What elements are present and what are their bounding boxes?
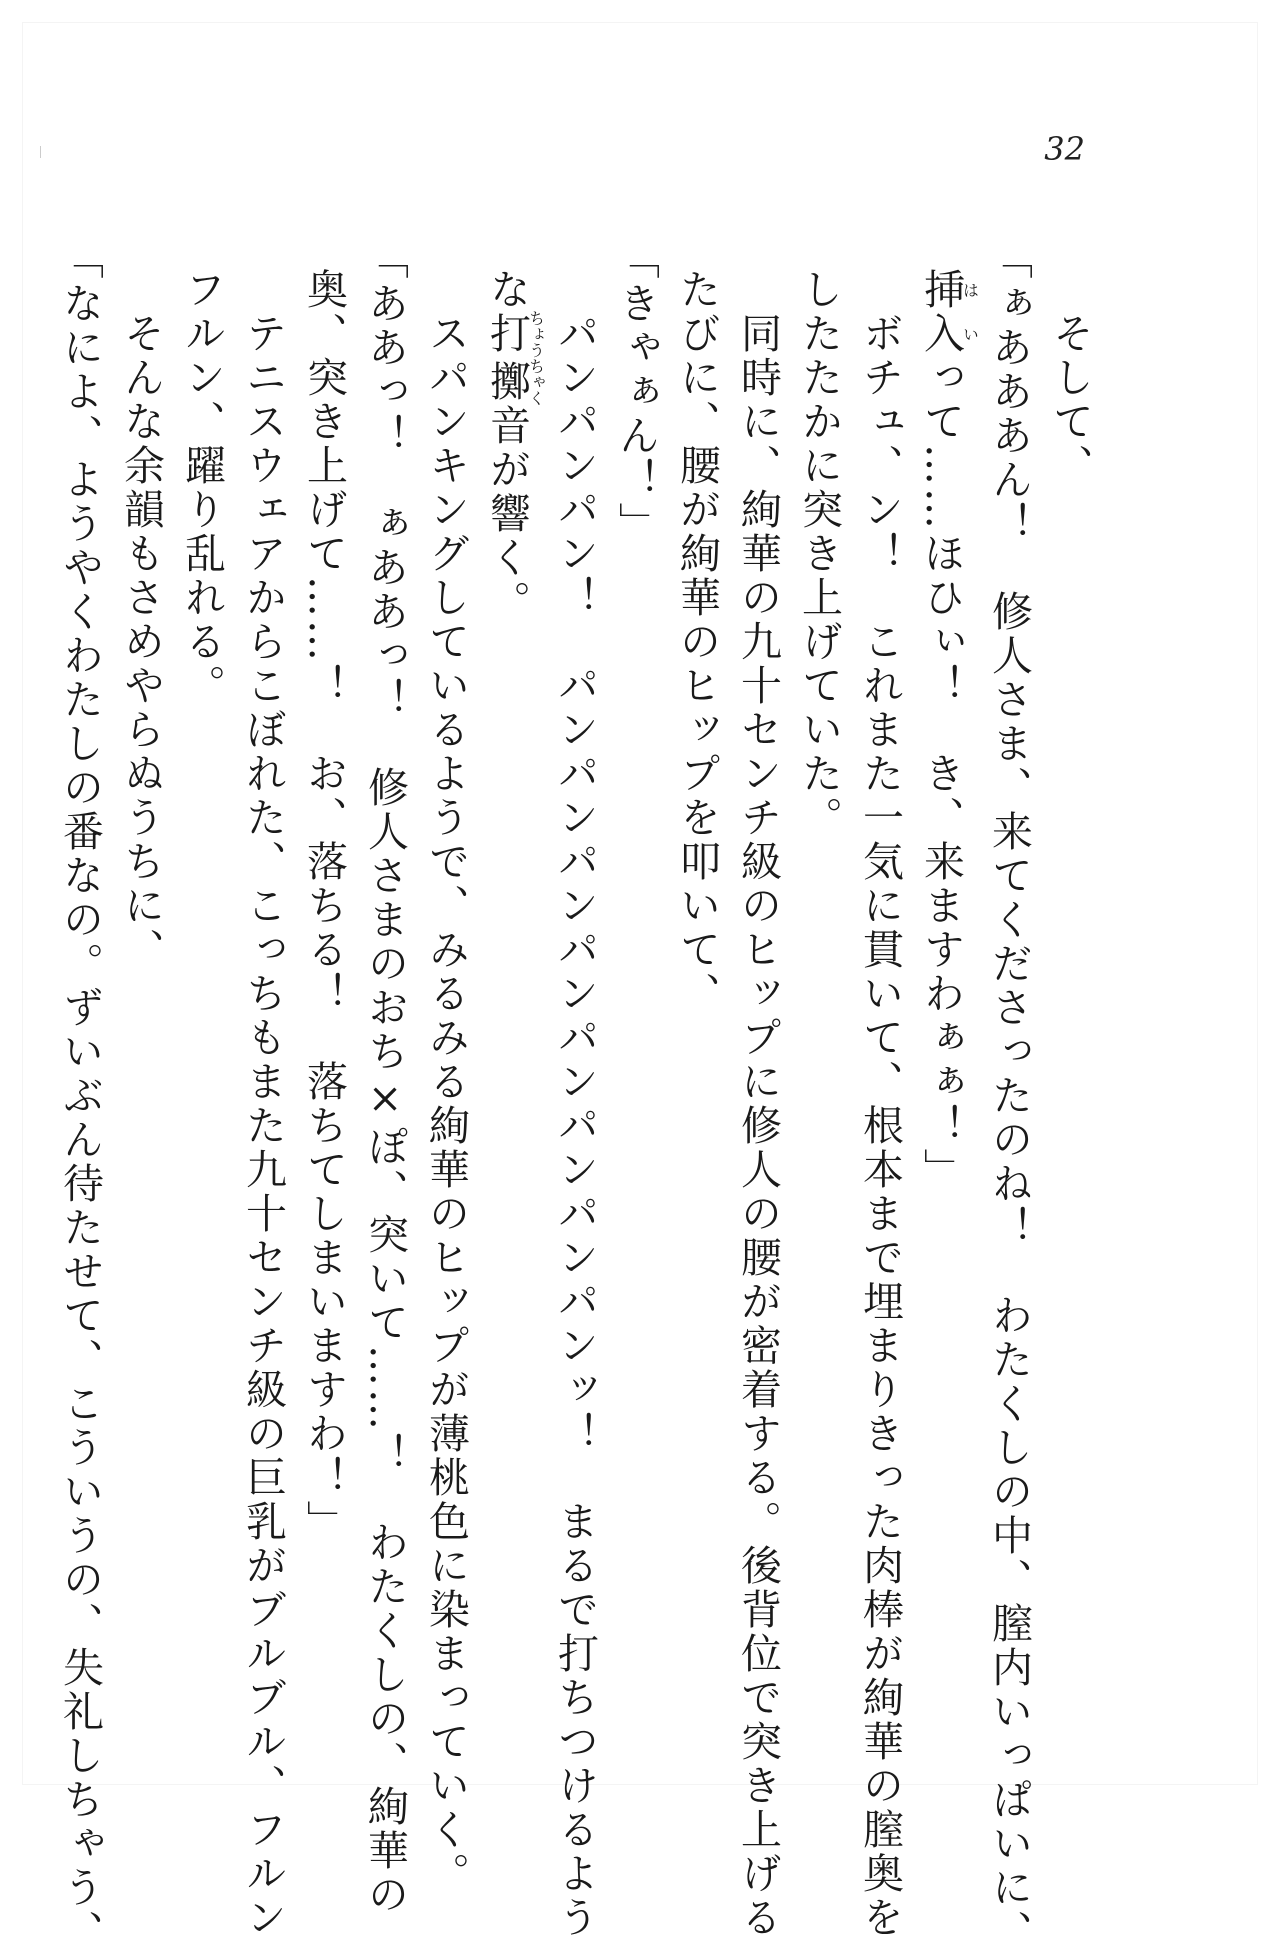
text-line: 同時に、絢華の九十センチ級のヒップに修人の腰が密着する。後背位で突き上げる <box>734 268 782 1940</box>
text-line-with-ruby <box>476 268 544 1768</box>
line-suffix: って……ほひぃ！ き、来ますわぁぁ！」 <box>917 356 965 1192</box>
text-line: したたかに突き上げていた。 <box>795 268 843 840</box>
text-line: 「ぁあああん！ 修人さま、来てくださったのね！ わたくしの中、膣内いっぱいに、 <box>985 238 1033 1954</box>
text-line: 「ああっ！ ぁああっ！ 修人さまのおち×ぽ、突いて……！ わたくしの、絢華の <box>361 238 409 1917</box>
body-text <box>49 238 1100 1954</box>
text-line: テニスウェアからこぼれた、こっちもまた九十センチ級の巨乳がブルブル、フルン <box>239 268 287 1940</box>
text-line: 奥、突き上げて……！ お、落ちる！ 落ちてしまいますわ！」 <box>300 268 348 1544</box>
page-number: 32 <box>1044 130 1085 168</box>
ruby-word <box>483 310 546 406</box>
text-line: 「きゃぁん！」 <box>612 238 660 546</box>
text-line: ボチュ、ン！ これまた一気に貫いて、根本まで埋まりきった肉棒が絢華の膣奥を <box>856 268 904 1940</box>
ruby-word <box>917 268 980 356</box>
ruby-base: 打擲 <box>483 310 531 406</box>
ruby-base: 挿入 <box>917 268 965 356</box>
ruby-reading: はい <box>960 268 980 356</box>
line-prefix: な <box>483 268 531 312</box>
text-line: そして、 <box>1046 268 1094 488</box>
line-suffix: 音が響く。 <box>483 404 531 624</box>
text-line-with-ruby <box>910 268 978 1768</box>
text-line: 「なによ、ようやくわたしの番なの。ずいぶん待たせて、こういうの、失礼しちゃう、 <box>56 238 104 1954</box>
text-line: フルン、躍り乱れる。 <box>178 268 226 708</box>
ruby-reading: ちょうちゃく <box>526 310 546 406</box>
scan-mark <box>40 146 41 158</box>
text-line: そんな余韻もさめやらぬうちに、 <box>117 268 165 972</box>
text-line: たびに、腰が絢華のヒップを叩いて、 <box>673 268 721 1016</box>
text-line: パンパンパン！ パンパンパンパンパンパンパンパンッ！ まるで打ちつけるよう <box>551 268 599 1940</box>
text-line: スパンキングしているようで、みるみる絢華のヒップが薄桃色に染まっていく。 <box>422 268 470 1896</box>
